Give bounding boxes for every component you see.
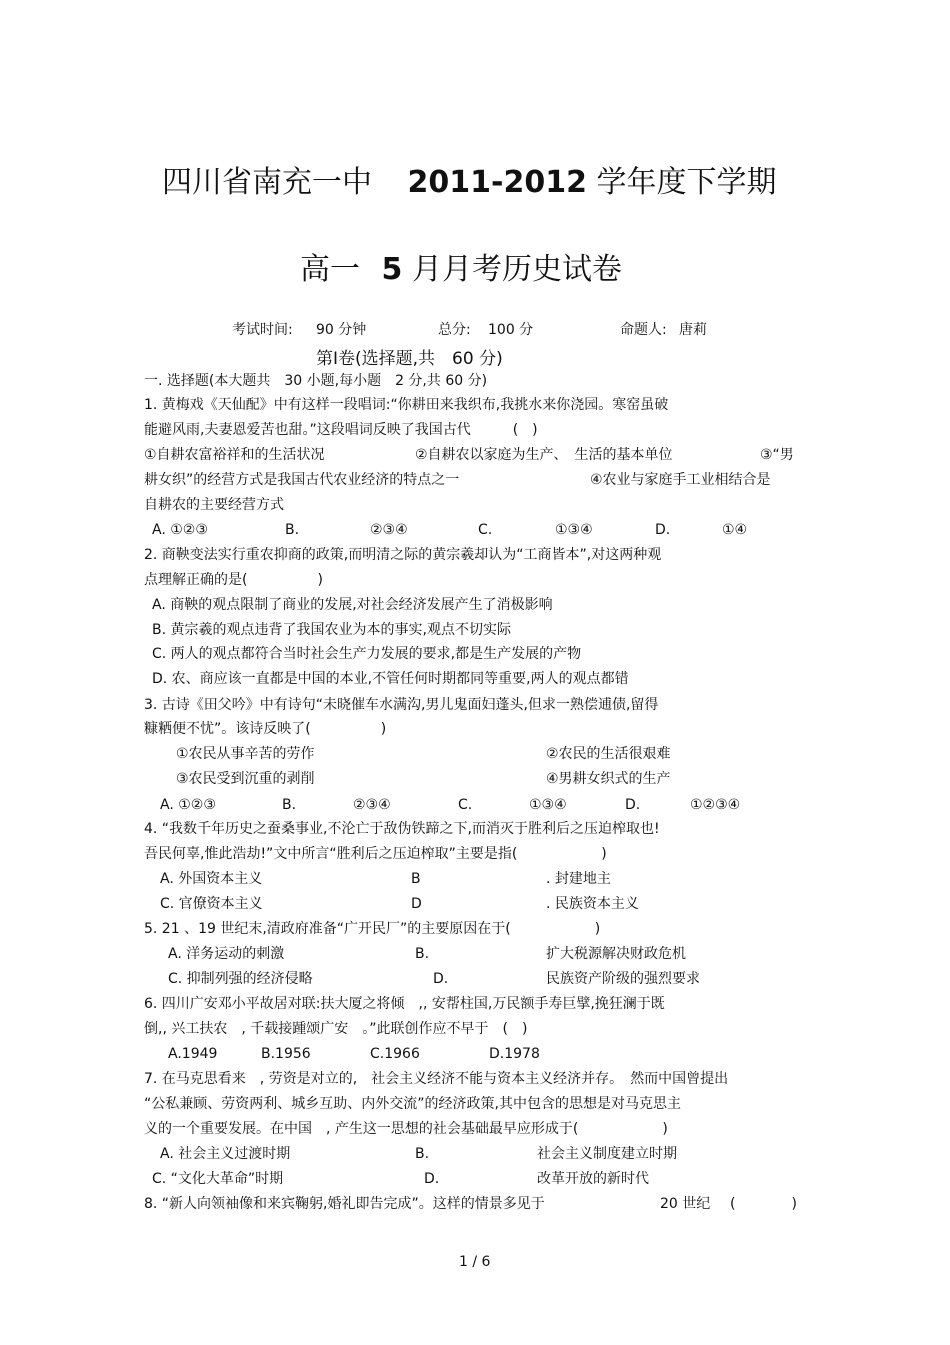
title-line-1 xyxy=(162,157,777,201)
q7-option-a: A. 社会主义过渡时期 xyxy=(160,1146,291,1162)
q7-stem-3: 义的一个重要发展。在中国 , 产生这一思想的社会基础最早应形成于( ) xyxy=(144,1121,668,1137)
q3-stem-2: 糠粞便不忧”。该诗反映了( ) xyxy=(144,721,387,737)
meta-author-value: 唐莉 xyxy=(679,322,707,338)
q8-stem: 8. “新人向领袖像和来宾鞠躬,婚礼即告完成”。这样的情景多见于 xyxy=(144,1196,545,1212)
q5-option-b-label: B. xyxy=(415,946,430,962)
q4-option-a: A. 外国资本主义 xyxy=(160,871,263,887)
q4-option-d-label: D xyxy=(411,896,422,912)
q8-answer-blank: ( ) xyxy=(730,1196,797,1212)
q7-option-b-label: B. xyxy=(415,1146,430,1162)
q6-stem-2: 倒,, 兴工扶农 , 千载接踵颂广安 。”此联创作应不早于 ( ) xyxy=(144,1021,528,1037)
meta-time-value: 90 分钟 xyxy=(316,322,367,338)
q2-stem-2: 点理解正确的是( ) xyxy=(144,572,323,588)
q7-option-c: C. “文化大革命”时期 xyxy=(152,1171,284,1187)
q5-option-d-label: D. xyxy=(433,971,449,987)
q6-stem-1: 6. 四川广安邓小平故居对联:扶大厦之将倾 ,, 安帮柱国,万民额手寿巨擘,挽狂澜于既 xyxy=(144,996,665,1012)
q1-item-1: ①自耕农富裕祥和的生活状况 xyxy=(144,447,325,463)
q1-option-a: A. ①②③ xyxy=(152,522,208,538)
q3-item-1: ①农民从事辛苦的劳作 xyxy=(176,746,315,762)
q4-option-b-label: B xyxy=(411,871,421,887)
q3-option-a: A. ①②③ xyxy=(160,797,216,813)
q3-option-d: ①②③④ xyxy=(690,797,741,813)
q6-option-b: B.1956 xyxy=(261,1046,311,1062)
meta-score-value: 100 分 xyxy=(488,322,534,338)
q7-option-d: 改革开放的新时代 xyxy=(537,1171,649,1187)
q6-option-d: D.1978 xyxy=(489,1046,540,1062)
q4-option-b: . 封建地主 xyxy=(546,871,611,887)
q3-option-c-label: C. xyxy=(458,797,473,813)
q2-option-b: B. 黄宗羲的观点违背了我国农业为本的事实,观点不切实际 xyxy=(152,622,511,638)
q1-option-c: ①③④ xyxy=(555,522,593,538)
q3-option-d-label: D. xyxy=(625,797,641,813)
q1-item-4: ④农业与家庭手工业相结合是 xyxy=(590,472,771,488)
section-instructions: 一. 选择题(本大题共 30 小题,每小题 2 分,共 60 分) xyxy=(144,373,488,389)
section-heading: 第Ⅰ卷(选择题,共 60 分) xyxy=(316,349,503,369)
q4-option-d: . 民族资本主义 xyxy=(546,896,639,912)
q3-item-4: ④男耕女织式的生产 xyxy=(546,771,671,787)
q5-option-d: 民族资产阶级的强烈要求 xyxy=(546,971,700,987)
q1-stem-1: 1. 黄梅戏《天仙配》中有这样一段唱词:“你耕田来我织布,我挑水来你浇园。寒窑虽破 xyxy=(144,397,669,413)
q7-option-d-label: D. xyxy=(424,1171,440,1187)
q8-century: 20 世纪 xyxy=(660,1196,711,1212)
q5-option-b: 扩大税源解决财政危机 xyxy=(546,946,686,962)
title-year: 2011-2012 xyxy=(407,165,587,200)
title-term: 学年度下学期 xyxy=(596,165,777,200)
q2-option-d: D. 农、商应该一直都是中国的本业,不管任何时期都同等重要,两人的观点都错 xyxy=(152,671,629,687)
q3-item-2: ②农民的生活很艰难 xyxy=(546,746,671,762)
q1-item-2: ②自耕农以家庭为生产、 生活的基本单位 xyxy=(415,447,673,463)
q1-option-d: ①④ xyxy=(722,522,748,538)
q1-item-4-cont: 自耕农的主要经营方式 xyxy=(144,497,284,513)
q4-stem-2: 吾民何辜,惟此浩劫!”文中所言“胜利后之压迫榨取”主要是指( ) xyxy=(144,846,607,862)
meta-time-label: 考试时间: xyxy=(232,322,293,338)
q3-item-3: ③农民受到沉重的剥削 xyxy=(176,771,315,787)
q1-item-3: ③“男 xyxy=(760,447,794,463)
meta-author-label: 命题人: xyxy=(620,322,667,338)
q5-option-a: A. 洋务运动的刺激 xyxy=(168,946,285,962)
q6-option-c: C.1966 xyxy=(370,1046,420,1062)
q1-option-b: ②③④ xyxy=(370,522,408,538)
q3-option-c: ①③④ xyxy=(529,797,567,813)
title-subject: 月月考历史试卷 xyxy=(411,252,622,287)
meta-score-label: 总分: xyxy=(438,322,471,338)
q2-option-a: A. 商鞅的观点限制了商业的发展,对社会经济发展产生了消极影响 xyxy=(152,597,553,613)
title-grade: 高一 xyxy=(300,252,360,287)
q7-stem-2: “公私兼顾、劳资两利、城乡互助、内外交流”的经济政策,其中包含的思想是对马克思主 xyxy=(144,1096,681,1112)
title-month: 5 xyxy=(381,252,403,287)
q1-option-b-label: B. xyxy=(285,522,300,538)
q4-stem-1: 4. “我数千年历史之蚕桑事业,不沦亡于敌伪铁蹄之下,而消灭于胜利后之压迫榨取也! xyxy=(144,821,660,837)
q1-option-c-label: C. xyxy=(478,522,493,538)
q5-option-c: C. 抑制列强的经济侵略 xyxy=(168,971,313,987)
q6-option-a: A.1949 xyxy=(168,1046,218,1062)
title-line-2 xyxy=(300,244,622,288)
q1-option-d-label: D. xyxy=(655,522,671,538)
q1-stem-2: 能避风雨,夫妻恩爱苦也甜。”这段唱词反映了我国古代 ( ) xyxy=(144,422,538,438)
q7-option-b: 社会主义制度建立时期 xyxy=(537,1146,677,1162)
q3-stem-1: 3. 古诗《田父吟》中有诗句“未晓催车水满沟,男儿鬼面妇蓬头,但求一熟偿逋债,留得 xyxy=(144,697,659,713)
q1-item-3-cont: 耕女织”的经营方式是我国古代农业经济的特点之一 xyxy=(144,472,460,488)
q5-stem: 5. 21 、19 世纪末,清政府准备“广开民厂”的主要原因在于( ) xyxy=(144,921,601,937)
page-number: 1 / 6 xyxy=(459,1254,491,1270)
q3-option-b-label: B. xyxy=(282,797,297,813)
q4-option-c: C. 官僚资本主义 xyxy=(160,896,263,912)
title-school: 四川省南充一中 xyxy=(162,165,372,200)
q2-option-c: C. 两人的观点都符合当时社会生产力发展的要求,都是生产发展的产物 xyxy=(152,646,582,662)
q7-stem-1: 7. 在马克思看来 , 劳资是对立的, 社会主义经济不能与资本主义经济并存。 然而中国曾提出 xyxy=(144,1071,729,1087)
q3-option-b: ②③④ xyxy=(353,797,391,813)
q2-stem-1: 2. 商鞅变法实行重农抑商的政策,而明清之际的黄宗羲却认为“工商皆本”,对这两种观 xyxy=(144,547,662,563)
